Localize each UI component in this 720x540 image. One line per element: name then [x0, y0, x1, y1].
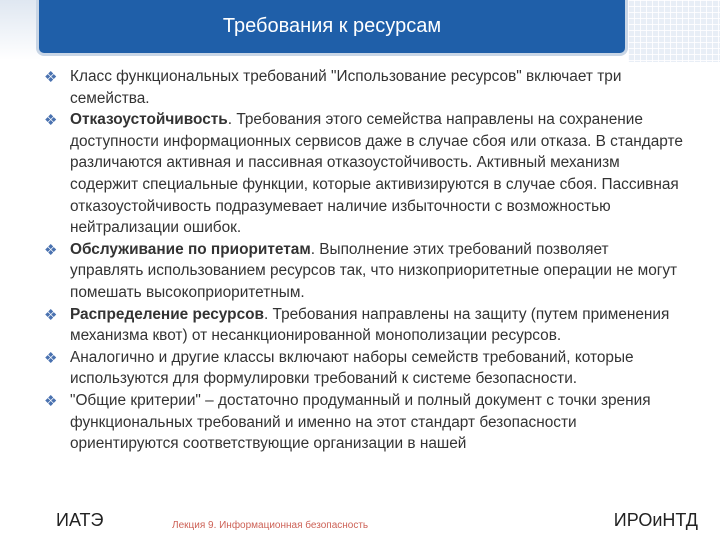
bullet-item-text: . Выполнение этих требований позволяет управлять использованием ресурсов так, что низкоприоритетные операции не могут помешать высокоприоритетным. — [70, 240, 678, 301]
footer-lecture: Лекция 9. Информационная безопасность — [172, 520, 369, 531]
bullet-item-bold: Обслуживание по приоритетам — [70, 240, 311, 258]
bullet-item-text: "Общие критерии" – достаточно продуманный и полный документ с точки зрения функциональных требований и именно на этот стандарт безопасности ориентируются соответствующие организации в нашей — [70, 391, 651, 453]
bullet-item — [44, 304, 684, 347]
diamond-bullet-icon: ❖ — [44, 241, 58, 259]
slide-title: Требования к ресурсам — [222, 15, 442, 37]
bullet-item — [44, 347, 684, 390]
diamond-bullet-icon: ❖ — [44, 349, 58, 367]
footer-institute: ИАТЭ — [56, 510, 104, 530]
diamond-bullet-icon: ❖ — [44, 392, 58, 410]
footer-department: ИРОиНТД — [613, 510, 698, 530]
bullet-item — [44, 109, 684, 239]
bullet-list — [44, 66, 684, 455]
bullet-item — [44, 239, 684, 304]
bullet-item — [44, 390, 684, 455]
left-decor-strip — [0, 0, 40, 60]
slide-footer — [0, 508, 720, 540]
bullet-item — [44, 66, 684, 109]
bullet-item-text: Класс функциональных требований "Использование ресурсов" включает три семейства. — [70, 68, 622, 107]
diamond-bullet-icon: ❖ — [44, 306, 58, 324]
bullet-item-text: . Требования направлены на защиту (путем применения механизма квот) от несанкционированной монополизации ресурсов. — [70, 305, 670, 345]
bullet-item-bold: Распределение ресурсов — [70, 305, 264, 323]
diamond-bullet-icon: ❖ — [44, 69, 58, 86]
bullet-item-text: . Требования этого семейства направлены на сохранение доступности информационных сервисов даже в случае сбоя или отказа. В стандарте различаются активная и пассивная отказоустойчивость. Активный механизм содержит специальные функции, которые активизируются в случае сбоя. Пассивная отказоустойчивость подразумевает наличие избыточности с возможностью нейтрализации ошибок. — [70, 111, 683, 237]
bullet-item-bold: Отказоустойчивость — [70, 111, 228, 129]
grid-decor-corner — [628, 0, 720, 62]
diamond-bullet-icon: ❖ — [44, 112, 58, 130]
slide-title-bar — [36, 0, 628, 56]
bullet-item-text: Аналогично и другие классы включают наборы семейств требований, которые используются для формулировки требований к системе безопасности. — [70, 348, 634, 388]
